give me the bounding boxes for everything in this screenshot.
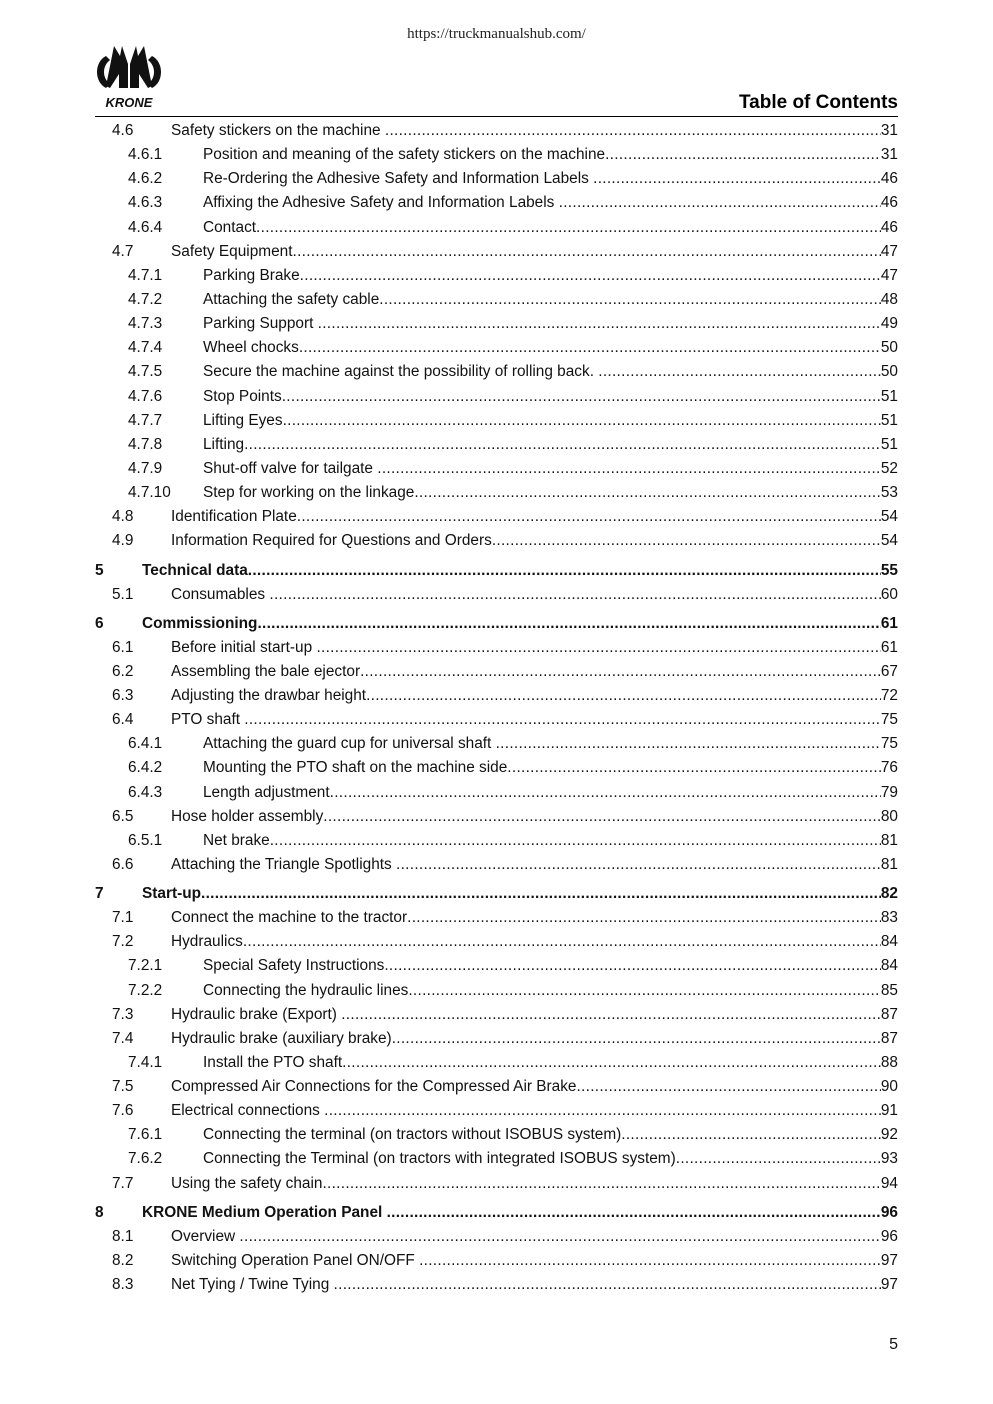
dot-leader — [396, 853, 881, 877]
toc-entry-number: 4.9 — [112, 532, 134, 550]
toc-entry-page: 47 — [880, 242, 898, 260]
toc-entry-title: Attaching the safety cable — [203, 290, 380, 308]
toc-entry-page: 52 — [880, 459, 898, 477]
toc-entry-number: 7.1 — [112, 909, 134, 927]
toc-entry-page: 49 — [880, 315, 898, 333]
toc-entry-title: Parking Support — [203, 315, 318, 333]
toc-entry[interactable] — [95, 558, 898, 583]
dot-leader — [384, 954, 881, 978]
toc-entry[interactable] — [95, 853, 898, 877]
svg-text:KRONE: KRONE — [105, 95, 153, 110]
toc-entry[interactable] — [95, 167, 898, 191]
toc-entry-title: Stop Points — [203, 387, 282, 405]
toc-entry-number: 6.5 — [112, 807, 134, 825]
toc-entry-title: Hydraulics — [171, 933, 243, 951]
toc-entry[interactable] — [95, 1003, 898, 1027]
toc-entry-page: 80 — [880, 807, 898, 825]
toc-entry-number: 8.2 — [112, 1251, 134, 1269]
toc-entry[interactable] — [95, 1051, 898, 1075]
toc-entry-title: Re-Ordering the Adhesive Safety and Information Labels — [203, 170, 594, 188]
toc-entry-page: 82 — [880, 885, 898, 903]
toc-entry[interactable] — [95, 732, 898, 756]
toc-entry[interactable] — [95, 708, 898, 732]
toc-entry-title: Lifting — [203, 435, 245, 453]
toc-entry-page: 79 — [880, 783, 898, 801]
dot-leader — [414, 481, 881, 505]
toc-entry-number: 4.8 — [112, 508, 134, 526]
dot-leader — [492, 529, 881, 553]
toc-entry[interactable] — [95, 409, 898, 433]
dot-leader — [243, 930, 881, 954]
toc-entry-title: Connecting the Terminal (on tractors with integrated ISOBUS system) — [203, 1150, 676, 1168]
toc-entry-title: Hydraulic brake (auxiliary brake) — [171, 1029, 392, 1047]
toc-entry-number: 4.7.7 — [128, 411, 163, 429]
toc-entry-title: Lifting Eyes — [203, 411, 283, 429]
toc-entry-title: Parking Brake — [203, 266, 300, 284]
toc-entry[interactable] — [95, 756, 898, 780]
dot-leader — [407, 906, 881, 930]
dot-leader — [283, 409, 881, 433]
dot-leader — [244, 708, 881, 732]
toc-entry-page: 61 — [880, 638, 898, 656]
toc-entry-title: Shut-off valve for tailgate — [203, 459, 378, 477]
toc-entry-page: 84 — [880, 933, 898, 951]
toc-entry[interactable] — [95, 954, 898, 978]
toc-entry-number: 6.4.1 — [128, 735, 163, 753]
dot-leader — [239, 1225, 880, 1249]
toc-entry-title: Contact — [203, 218, 257, 236]
toc-entry-title: Affixing the Adhesive Safety and Information Labels — [203, 194, 559, 212]
toc-entry[interactable] — [95, 360, 898, 384]
toc-entry-number: 7.4 — [112, 1029, 134, 1047]
dot-leader — [248, 558, 881, 583]
toc-entry[interactable] — [95, 529, 898, 553]
toc-entry-title: Identification Plate — [171, 508, 297, 526]
toc-entry-page: 90 — [880, 1078, 898, 1096]
toc-entry-number: 8.1 — [112, 1227, 134, 1245]
toc-entry[interactable] — [95, 216, 898, 240]
dot-leader — [299, 336, 881, 360]
toc-entry-page: 97 — [880, 1276, 898, 1294]
toc-entry-page: 87 — [880, 1005, 898, 1023]
dot-leader — [270, 829, 881, 853]
toc-entry-title: Attaching the guard cup for universal shaft — [203, 735, 496, 753]
toc-entry-page: 84 — [880, 957, 898, 975]
page-number: 5 — [889, 1336, 898, 1353]
toc-entry-title: Start-up — [142, 885, 201, 903]
toc-entry-number: 7.2.2 — [128, 981, 163, 999]
toc-entry[interactable] — [95, 805, 898, 829]
toc-entry-page: 75 — [880, 735, 898, 753]
toc-entry-page: 67 — [880, 662, 898, 680]
toc-entry-number: 8.3 — [112, 1276, 134, 1294]
toc-entry-number: 4.7.8 — [128, 435, 163, 453]
toc-entry-page: 94 — [880, 1174, 898, 1192]
toc-entry-title: Information Required for Questions and Orders — [171, 532, 492, 550]
toc-entry-number: 4.6.2 — [128, 170, 163, 188]
toc-entry-number: 4.6.3 — [128, 194, 163, 212]
toc-entry[interactable] — [95, 1147, 898, 1171]
toc-entry-page: 85 — [880, 981, 898, 999]
dot-leader — [496, 732, 881, 756]
toc-entry-number: 4.7.10 — [128, 484, 171, 502]
dot-leader — [621, 1123, 881, 1147]
toc-entry[interactable] — [95, 583, 898, 607]
toc-entry-title: Install the PTO shaft — [203, 1053, 343, 1071]
dot-leader — [387, 1200, 881, 1225]
toc-entry[interactable] — [95, 457, 898, 481]
dot-leader — [324, 1099, 881, 1123]
toc-entry-title: PTO shaft — [171, 711, 245, 729]
toc-entry-page: 91 — [880, 1102, 898, 1120]
toc-entry-page: 83 — [880, 909, 898, 927]
toc-entry[interactable] — [95, 1200, 898, 1225]
toc-entry-number: 4.7.1 — [128, 266, 163, 284]
toc-entry-title: Compressed Air Connections for the Compressed Air Brake — [171, 1078, 577, 1096]
toc-entry[interactable] — [95, 979, 898, 1003]
toc-entry[interactable] — [95, 881, 898, 906]
toc-entry[interactable] — [95, 1172, 898, 1196]
toc-entry-number: 5.1 — [112, 585, 134, 603]
toc-entry-number: 6.2 — [112, 662, 134, 680]
dot-leader — [377, 457, 881, 481]
dot-leader — [334, 1273, 881, 1297]
toc-entry-page: 97 — [880, 1251, 898, 1269]
dot-leader — [342, 1051, 881, 1075]
dot-leader — [330, 781, 881, 805]
toc-entry-title: Net Tying / Twine Tying — [171, 1276, 334, 1294]
toc-entry-page: 72 — [880, 686, 898, 704]
page-title: Table of Contents — [738, 92, 898, 113]
toc-entry-page: 60 — [880, 585, 898, 603]
toc-entry-page: 51 — [880, 411, 898, 429]
toc-entry-number: 6 — [95, 614, 104, 632]
dot-leader — [269, 583, 880, 607]
dot-leader — [244, 433, 881, 457]
toc-entry-number: 4.7.6 — [128, 387, 163, 405]
toc-entry-title: Length adjustment — [203, 783, 330, 801]
dot-leader — [360, 660, 881, 684]
toc-entry-number: 4.7.5 — [128, 363, 163, 381]
toc-entry-number: 4.7.3 — [128, 315, 163, 333]
toc-entry-page: 61 — [880, 614, 898, 632]
dot-leader — [576, 1075, 880, 1099]
toc-entry-page: 96 — [880, 1203, 898, 1221]
toc-entry[interactable] — [95, 1225, 898, 1249]
toc-entry-number: 7.2.1 — [128, 957, 163, 975]
toc-entry-title: Commissioning — [142, 614, 258, 632]
toc-entry-title: Special Safety Instructions — [203, 957, 385, 975]
toc-entry-page: 51 — [880, 435, 898, 453]
toc-entry-title: Connecting the terminal (on tractors without ISOBUS system) — [203, 1126, 622, 1144]
dot-leader — [318, 312, 881, 336]
toc-entry[interactable] — [95, 119, 898, 143]
toc-entry-number: 6.3 — [112, 686, 134, 704]
toc-entry-page: 55 — [880, 561, 898, 579]
krone-logo — [92, 44, 166, 110]
toc-entry[interactable] — [95, 1075, 898, 1099]
dot-leader — [605, 143, 881, 167]
dot-leader — [282, 385, 881, 409]
toc-entry-number: 6.4.2 — [128, 759, 163, 777]
toc-entry-number: 4.6 — [112, 122, 134, 139]
toc-entry-number: 4.6.1 — [128, 146, 163, 164]
toc-entry-title: Net brake — [203, 831, 270, 849]
toc-entry-number: 7.6.1 — [128, 1126, 163, 1144]
toc-entry-page: 75 — [880, 711, 898, 729]
toc-entry-title: Mounting the PTO shaft on the machine side — [203, 759, 508, 777]
toc-entry-number: 7.5 — [112, 1078, 134, 1096]
toc-entry-title: Secure the machine against the possibility of rolling back. — [203, 363, 599, 381]
table-of-contents — [95, 119, 898, 1297]
toc-entry[interactable] — [95, 829, 898, 853]
toc-entry[interactable] — [95, 191, 898, 215]
toc-entry[interactable] — [95, 906, 898, 930]
toc-entry[interactable] — [95, 1099, 898, 1123]
dot-leader — [316, 636, 880, 660]
toc-entry-title: Safety stickers on the machine — [171, 122, 385, 139]
toc-entry[interactable] — [95, 660, 898, 684]
toc-entry[interactable] — [95, 288, 898, 312]
toc-entry-page: 51 — [880, 387, 898, 405]
dot-leader — [379, 288, 881, 312]
toc-entry-title: Switching Operation Panel ON/OFF — [171, 1251, 420, 1269]
toc-entry-page: 87 — [880, 1029, 898, 1047]
toc-entry-title: Before initial start-up — [171, 638, 317, 656]
dot-leader — [593, 167, 881, 191]
toc-entry-title: Connect the machine to the tractor — [171, 909, 408, 927]
toc-entry[interactable] — [95, 433, 898, 457]
toc-entry[interactable] — [95, 336, 898, 360]
toc-entry[interactable] — [95, 312, 898, 336]
toc-entry-page: 96 — [880, 1227, 898, 1245]
dot-leader — [507, 756, 881, 780]
toc-entry[interactable] — [95, 385, 898, 409]
toc-entry-title: Assembling the bale ejector — [171, 662, 361, 680]
toc-entry-title: Connecting the hydraulic lines — [203, 981, 409, 999]
toc-entry-number: 8 — [95, 1203, 104, 1221]
toc-entry-page: 31 — [880, 146, 898, 164]
dot-leader — [366, 684, 881, 708]
toc-entry-page: 46 — [880, 170, 898, 188]
toc-entry[interactable] — [95, 636, 898, 660]
toc-entry-number: 7.6 — [112, 1102, 134, 1120]
toc-entry-title: Adjusting the drawbar height — [171, 686, 367, 704]
toc-entry-page: 81 — [880, 855, 898, 873]
toc-entry-number: 6.4.3 — [128, 783, 163, 801]
toc-entry-number: 6.6 — [112, 855, 134, 873]
dot-leader — [323, 805, 881, 829]
toc-entry-number: 4.6.4 — [128, 218, 163, 236]
toc-entry[interactable] — [95, 1027, 898, 1051]
dot-leader — [676, 1147, 881, 1171]
toc-entry[interactable] — [95, 930, 898, 954]
dot-leader — [322, 1172, 880, 1196]
toc-entry-page: 53 — [880, 484, 898, 502]
toc-entry-title: Using the safety chain — [171, 1174, 323, 1192]
toc-entry-title: Hose holder assembly — [171, 807, 324, 825]
toc-entry[interactable] — [95, 505, 898, 529]
toc-entry-number: 7 — [95, 885, 104, 903]
toc-entry[interactable] — [95, 1273, 898, 1297]
toc-entry-page: 46 — [880, 194, 898, 212]
dot-leader — [293, 240, 881, 264]
dot-leader — [341, 1003, 881, 1027]
toc-entry[interactable] — [95, 143, 898, 167]
toc-entry-number: 6.4 — [112, 711, 134, 729]
toc-entry-page: 81 — [880, 831, 898, 849]
toc-entry-page: 50 — [880, 339, 898, 357]
toc-entry-title: Technical data — [142, 561, 248, 579]
toc-entry-title: Hydraulic brake (Export) — [171, 1005, 342, 1023]
toc-entry[interactable] — [95, 264, 898, 288]
toc-entry-page: 46 — [880, 218, 898, 236]
toc-entry-page: 88 — [880, 1053, 898, 1071]
toc-entry-page: 54 — [880, 508, 898, 526]
toc-entry[interactable] — [95, 1123, 898, 1147]
toc-entry-title: KRONE Medium Operation Panel — [142, 1203, 387, 1221]
toc-entry-number: 7.7 — [112, 1174, 134, 1192]
toc-entry-title: Consumables — [171, 585, 270, 603]
toc-entry-number: 4.7.2 — [128, 290, 163, 308]
toc-entry-number: 4.7.4 — [128, 339, 163, 357]
toc-entry-title: Wheel chocks — [203, 339, 299, 357]
header-divider — [95, 116, 898, 117]
toc-entry[interactable] — [95, 240, 898, 264]
toc-entry[interactable] — [95, 684, 898, 708]
toc-entry-number: 7.6.2 — [128, 1150, 163, 1168]
toc-entry[interactable] — [95, 1249, 898, 1273]
toc-entry-page: 48 — [880, 290, 898, 308]
toc-entry[interactable] — [95, 611, 898, 636]
toc-entry-page: 47 — [880, 266, 898, 284]
dot-leader — [257, 611, 880, 636]
toc-entry-page: 76 — [880, 759, 898, 777]
toc-entry-number: 7.2 — [112, 933, 134, 951]
dot-leader — [559, 191, 881, 215]
toc-entry-page: 31 — [880, 122, 898, 139]
toc-entry-title: Electrical connections — [171, 1102, 325, 1120]
dot-leader — [300, 264, 881, 288]
toc-entry-page: 50 — [880, 363, 898, 381]
toc-entry-page: 92 — [880, 1126, 898, 1144]
toc-entry-title: Safety Equipment — [171, 242, 293, 260]
toc-entry-number: 7.4.1 — [128, 1053, 163, 1071]
toc-entry-number: 4.7.9 — [128, 459, 163, 477]
toc-entry-number: 6.1 — [112, 638, 134, 656]
toc-entry-number: 6.5.1 — [128, 831, 163, 849]
dot-leader — [297, 505, 881, 529]
dot-leader — [408, 979, 881, 1003]
dot-leader — [598, 360, 881, 384]
toc-entry-number: 5 — [95, 561, 104, 579]
dot-leader — [392, 1027, 881, 1051]
toc-entry-number: 4.7 — [112, 242, 134, 260]
dot-leader — [201, 881, 881, 906]
toc-entry-title: Overview — [171, 1227, 240, 1245]
toc-entry-title: Attaching the Triangle Spotlights — [171, 855, 397, 873]
toc-entry[interactable] — [95, 481, 898, 505]
toc-entry-page: 54 — [880, 532, 898, 550]
dot-leader — [419, 1249, 881, 1273]
dot-leader — [385, 119, 881, 143]
toc-entry-title: Step for working on the linkage — [203, 484, 415, 502]
toc-entry-page: 93 — [880, 1150, 898, 1168]
toc-entry-title: Position and meaning of the safety stickers on the machine — [203, 146, 606, 164]
dot-leader — [256, 216, 881, 240]
toc-entry[interactable] — [95, 781, 898, 805]
source-url[interactable]: https://truckmanualshub.com/ — [407, 26, 586, 42]
toc-entry-number: 7.3 — [112, 1005, 134, 1023]
